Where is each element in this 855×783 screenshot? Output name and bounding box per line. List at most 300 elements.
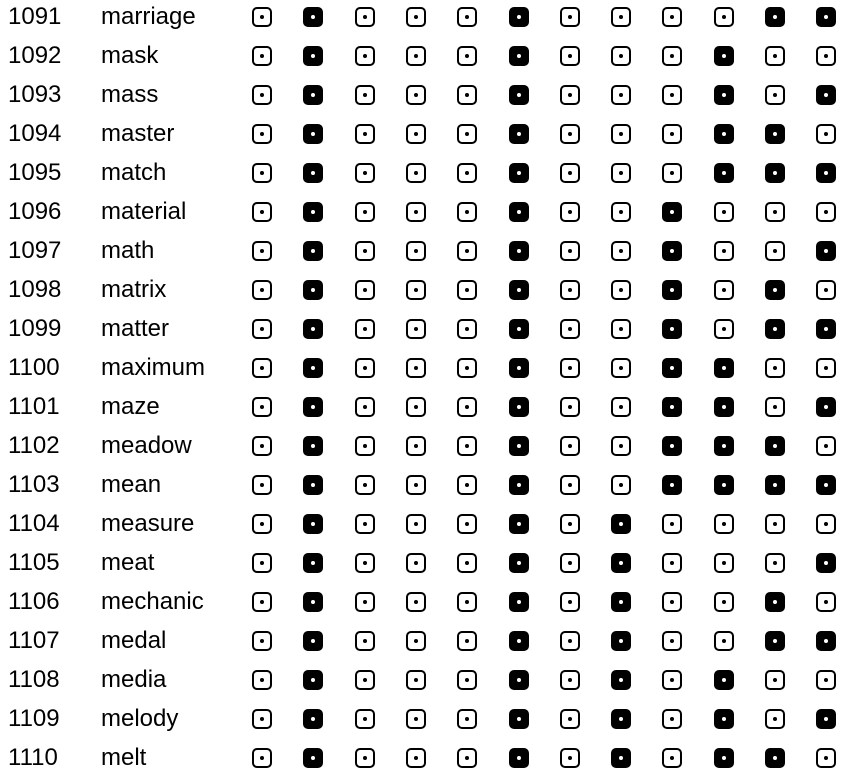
table-row [0, 660, 855, 699]
bit-empty-icon [714, 631, 734, 651]
bit-filled-icon [765, 280, 785, 300]
row-word: melt [101, 744, 147, 771]
bit-filled-icon [611, 631, 631, 651]
bit-empty-icon [560, 358, 580, 378]
bit-empty-icon [611, 241, 631, 261]
bit-empty-icon [611, 358, 631, 378]
bit-filled-icon [611, 748, 631, 768]
bit-empty-icon [355, 397, 375, 417]
bit-empty-icon [457, 475, 477, 495]
bit-empty-icon [560, 748, 580, 768]
bit-filled-icon [816, 709, 836, 729]
bit-empty-icon [406, 85, 426, 105]
bit-filled-icon [303, 748, 323, 768]
row-number: 1110 [8, 744, 58, 771]
bit-empty-icon [560, 631, 580, 651]
row-word: match [101, 159, 167, 186]
bit-filled-icon [714, 475, 734, 495]
bit-filled-icon [509, 553, 529, 573]
bit-filled-icon [303, 280, 323, 300]
row-number: 1096 [8, 198, 62, 225]
bit-filled-icon [765, 631, 785, 651]
row-number: 1095 [8, 159, 62, 186]
bit-empty-icon [714, 514, 734, 534]
bit-empty-icon [355, 163, 375, 183]
bit-filled-icon [303, 397, 323, 417]
bit-empty-icon [457, 553, 477, 573]
row-word: mask [101, 42, 159, 69]
row-number: 1100 [8, 354, 60, 381]
bit-filled-icon [714, 670, 734, 690]
bit-empty-icon [406, 592, 426, 612]
bit-filled-icon [509, 514, 529, 534]
bit-filled-icon [509, 7, 529, 27]
bit-empty-icon [355, 202, 375, 222]
bit-filled-icon [816, 7, 836, 27]
bit-empty-icon [457, 124, 477, 144]
row-number: 1097 [8, 237, 62, 264]
bit-empty-icon [252, 436, 272, 456]
bit-empty-icon [611, 436, 631, 456]
bit-filled-icon [765, 7, 785, 27]
bit-empty-icon [816, 280, 836, 300]
row-word: mass [101, 81, 159, 108]
table-row [0, 114, 855, 153]
bit-filled-icon [509, 241, 529, 261]
bit-empty-icon [560, 514, 580, 534]
bit-empty-icon [355, 670, 375, 690]
bit-empty-icon [457, 163, 477, 183]
bit-empty-icon [662, 670, 682, 690]
bit-empty-icon [406, 514, 426, 534]
bit-empty-icon [252, 241, 272, 261]
table-row [0, 231, 855, 270]
bit-filled-icon [714, 358, 734, 378]
bit-empty-icon [816, 670, 836, 690]
table-row [0, 348, 855, 387]
bit-filled-icon [303, 358, 323, 378]
table-row [0, 465, 855, 504]
bit-empty-icon [355, 475, 375, 495]
bit-empty-icon [406, 631, 426, 651]
bit-filled-icon [509, 670, 529, 690]
bit-filled-icon [816, 631, 836, 651]
bit-empty-icon [560, 670, 580, 690]
bit-empty-icon [457, 85, 477, 105]
row-word: maze [101, 393, 160, 420]
bit-empty-icon [355, 319, 375, 339]
row-number: 1104 [8, 510, 60, 537]
bit-empty-icon [457, 670, 477, 690]
bit-empty-icon [560, 7, 580, 27]
bit-empty-icon [765, 241, 785, 261]
bit-empty-icon [457, 7, 477, 27]
bit-empty-icon [714, 280, 734, 300]
bit-filled-icon [303, 241, 323, 261]
bit-empty-icon [560, 709, 580, 729]
table-row [0, 36, 855, 75]
bit-empty-icon [252, 85, 272, 105]
bit-filled-icon [509, 436, 529, 456]
row-number: 1109 [8, 705, 60, 732]
bit-filled-icon [714, 85, 734, 105]
bit-empty-icon [560, 397, 580, 417]
bit-empty-icon [252, 631, 272, 651]
bit-empty-icon [406, 319, 426, 339]
bit-empty-icon [560, 436, 580, 456]
bit-empty-icon [406, 748, 426, 768]
bit-empty-icon [714, 241, 734, 261]
bit-empty-icon [252, 553, 272, 573]
bit-empty-icon [457, 280, 477, 300]
bit-empty-icon [355, 592, 375, 612]
row-word: marriage [101, 3, 196, 30]
row-word: media [101, 666, 167, 693]
bit-empty-icon [714, 319, 734, 339]
bit-empty-icon [252, 319, 272, 339]
bit-empty-icon [252, 475, 272, 495]
bit-filled-icon [611, 514, 631, 534]
bit-filled-icon [509, 475, 529, 495]
bit-empty-icon [457, 358, 477, 378]
bit-empty-icon [252, 202, 272, 222]
bit-empty-icon [714, 553, 734, 573]
bit-empty-icon [662, 85, 682, 105]
bit-empty-icon [560, 553, 580, 573]
bit-empty-icon [765, 85, 785, 105]
bit-empty-icon [252, 709, 272, 729]
bit-filled-icon [662, 475, 682, 495]
row-word: master [101, 120, 175, 147]
table-row [0, 270, 855, 309]
row-number: 1101 [8, 393, 60, 420]
table-row [0, 153, 855, 192]
bit-filled-icon [765, 319, 785, 339]
bit-filled-icon [816, 319, 836, 339]
bit-filled-icon [714, 709, 734, 729]
bit-filled-icon [662, 397, 682, 417]
bit-filled-icon [303, 553, 323, 573]
row-number: 1105 [8, 549, 60, 576]
row-number: 1108 [8, 666, 60, 693]
bit-empty-icon [355, 748, 375, 768]
row-word: material [101, 198, 187, 225]
bit-empty-icon [662, 553, 682, 573]
bit-filled-icon [509, 709, 529, 729]
bit-filled-icon [662, 358, 682, 378]
bit-empty-icon [611, 319, 631, 339]
bit-empty-icon [406, 475, 426, 495]
table-row [0, 504, 855, 543]
row-word: melody [101, 705, 179, 732]
bit-filled-icon [509, 592, 529, 612]
bit-empty-icon [560, 163, 580, 183]
bit-empty-icon [611, 280, 631, 300]
bit-empty-icon [252, 280, 272, 300]
bit-filled-icon [714, 397, 734, 417]
bit-empty-icon [406, 124, 426, 144]
bit-empty-icon [560, 202, 580, 222]
row-word: maximum [101, 354, 206, 381]
row-number: 1102 [8, 432, 60, 459]
bit-filled-icon [662, 241, 682, 261]
bit-filled-icon [303, 592, 323, 612]
bit-empty-icon [714, 202, 734, 222]
bit-empty-icon [611, 202, 631, 222]
bit-empty-icon [355, 280, 375, 300]
bit-empty-icon [560, 124, 580, 144]
bit-filled-icon [765, 124, 785, 144]
bit-filled-icon [303, 202, 323, 222]
bit-filled-icon [509, 202, 529, 222]
bit-empty-icon [765, 397, 785, 417]
bit-empty-icon [816, 124, 836, 144]
row-word: mean [101, 471, 162, 498]
bit-empty-icon [765, 46, 785, 66]
bit-filled-icon [816, 85, 836, 105]
bit-filled-icon [303, 514, 323, 534]
bit-empty-icon [560, 241, 580, 261]
bit-empty-icon [816, 46, 836, 66]
bit-filled-icon [509, 319, 529, 339]
bit-empty-icon [765, 670, 785, 690]
bit-empty-icon [560, 319, 580, 339]
table-row [0, 387, 855, 426]
bit-filled-icon [765, 475, 785, 495]
table-row [0, 543, 855, 582]
bit-empty-icon [662, 592, 682, 612]
table-row [0, 699, 855, 738]
bit-filled-icon [509, 46, 529, 66]
bit-empty-icon [457, 397, 477, 417]
bit-empty-icon [355, 436, 375, 456]
bit-filled-icon [509, 358, 529, 378]
row-number: 1107 [8, 627, 60, 654]
row-word: medal [101, 627, 167, 654]
row-number: 1099 [8, 315, 62, 342]
bit-empty-icon [406, 202, 426, 222]
bit-empty-icon [560, 280, 580, 300]
bit-empty-icon [252, 124, 272, 144]
bit-filled-icon [509, 280, 529, 300]
bit-empty-icon [611, 475, 631, 495]
bit-filled-icon [611, 592, 631, 612]
table-row [0, 582, 855, 621]
bit-empty-icon [355, 358, 375, 378]
bit-filled-icon [765, 748, 785, 768]
bit-empty-icon [406, 397, 426, 417]
bit-filled-icon [303, 631, 323, 651]
bit-empty-icon [611, 7, 631, 27]
bit-empty-icon [816, 202, 836, 222]
bit-empty-icon [765, 358, 785, 378]
bit-empty-icon [816, 514, 836, 534]
bit-empty-icon [457, 748, 477, 768]
bit-empty-icon [765, 553, 785, 573]
bit-empty-icon [355, 241, 375, 261]
bit-filled-icon [816, 553, 836, 573]
bit-empty-icon [406, 553, 426, 573]
row-number: 1106 [8, 588, 60, 615]
bit-empty-icon [406, 241, 426, 261]
bit-filled-icon [662, 319, 682, 339]
bit-empty-icon [611, 124, 631, 144]
bit-filled-icon [765, 592, 785, 612]
bit-empty-icon [252, 7, 272, 27]
bit-empty-icon [662, 514, 682, 534]
bit-empty-icon [406, 436, 426, 456]
table-row [0, 75, 855, 114]
bit-filled-icon [509, 748, 529, 768]
bit-filled-icon [714, 748, 734, 768]
bit-filled-icon [303, 670, 323, 690]
bit-filled-icon [303, 319, 323, 339]
bit-empty-icon [406, 280, 426, 300]
bit-filled-icon [509, 124, 529, 144]
bit-empty-icon [355, 631, 375, 651]
bit-filled-icon [303, 475, 323, 495]
bit-empty-icon [560, 475, 580, 495]
bit-empty-icon [662, 7, 682, 27]
bit-filled-icon [303, 46, 323, 66]
bit-filled-icon [303, 709, 323, 729]
bit-empty-icon [662, 748, 682, 768]
bit-filled-icon [816, 163, 836, 183]
bit-empty-icon [252, 46, 272, 66]
bit-empty-icon [457, 709, 477, 729]
row-number: 1103 [8, 471, 60, 498]
bit-filled-icon [303, 436, 323, 456]
bit-empty-icon [765, 202, 785, 222]
bit-empty-icon [355, 514, 375, 534]
bit-empty-icon [252, 514, 272, 534]
bit-empty-icon [457, 202, 477, 222]
row-word: matrix [101, 276, 167, 303]
bit-empty-icon [560, 46, 580, 66]
table-row [0, 309, 855, 348]
bit-empty-icon [406, 709, 426, 729]
table-row [0, 192, 855, 231]
bit-empty-icon [714, 7, 734, 27]
bit-empty-icon [662, 163, 682, 183]
row-number: 1094 [8, 120, 62, 147]
bit-empty-icon [457, 631, 477, 651]
bit-filled-icon [303, 7, 323, 27]
bit-empty-icon [355, 553, 375, 573]
bit-empty-icon [560, 592, 580, 612]
bit-filled-icon [509, 397, 529, 417]
bit-empty-icon [816, 748, 836, 768]
bit-empty-icon [406, 7, 426, 27]
row-word: matter [101, 315, 170, 342]
bit-empty-icon [662, 709, 682, 729]
bit-empty-icon [457, 319, 477, 339]
bit-filled-icon [765, 436, 785, 456]
row-number: 1091 [8, 3, 62, 30]
bit-empty-icon [252, 163, 272, 183]
bit-empty-icon [765, 709, 785, 729]
bit-empty-icon [611, 397, 631, 417]
bit-empty-icon [252, 748, 272, 768]
row-word: math [101, 237, 155, 264]
bit-empty-icon [406, 670, 426, 690]
row-number: 1093 [8, 81, 62, 108]
bit-empty-icon [355, 46, 375, 66]
bit-empty-icon [406, 358, 426, 378]
bit-filled-icon [816, 475, 836, 495]
bit-empty-icon [252, 397, 272, 417]
row-word: meadow [101, 432, 192, 459]
bit-filled-icon [509, 163, 529, 183]
bit-empty-icon [765, 514, 785, 534]
row-number: 1092 [8, 42, 62, 69]
bit-empty-icon [457, 241, 477, 261]
table-row [0, 621, 855, 660]
bit-empty-icon [662, 124, 682, 144]
bit-empty-icon [662, 46, 682, 66]
bit-filled-icon [611, 709, 631, 729]
bit-empty-icon [252, 358, 272, 378]
table-row [0, 426, 855, 465]
bit-filled-icon [662, 436, 682, 456]
bit-filled-icon [611, 670, 631, 690]
bit-filled-icon [714, 46, 734, 66]
bit-empty-icon [457, 436, 477, 456]
bit-empty-icon [816, 592, 836, 612]
table-row [0, 738, 855, 777]
bit-empty-icon [355, 85, 375, 105]
bit-filled-icon [816, 397, 836, 417]
bit-filled-icon [714, 124, 734, 144]
bit-empty-icon [714, 592, 734, 612]
bit-empty-icon [816, 358, 836, 378]
row-number: 1098 [8, 276, 62, 303]
bit-filled-icon [662, 202, 682, 222]
bit-empty-icon [252, 592, 272, 612]
bit-empty-icon [611, 85, 631, 105]
row-word: meat [101, 549, 155, 576]
bit-empty-icon [611, 46, 631, 66]
table-row [0, 0, 855, 36]
bit-filled-icon [303, 85, 323, 105]
bit-empty-icon [406, 163, 426, 183]
bit-filled-icon [816, 241, 836, 261]
bit-empty-icon [355, 124, 375, 144]
bit-empty-icon [816, 436, 836, 456]
row-word: measure [101, 510, 195, 537]
bit-filled-icon [765, 163, 785, 183]
bit-empty-icon [457, 46, 477, 66]
bit-empty-icon [457, 514, 477, 534]
bit-filled-icon [509, 85, 529, 105]
bit-filled-icon [662, 280, 682, 300]
bit-empty-icon [252, 670, 272, 690]
bit-filled-icon [303, 163, 323, 183]
bit-empty-icon [611, 163, 631, 183]
bit-empty-icon [560, 85, 580, 105]
bit-filled-icon [611, 553, 631, 573]
row-word: mechanic [101, 588, 204, 615]
bit-filled-icon [714, 163, 734, 183]
bit-filled-icon [714, 436, 734, 456]
bit-empty-icon [355, 709, 375, 729]
bit-empty-icon [457, 592, 477, 612]
bit-filled-icon [303, 124, 323, 144]
bit-empty-icon [406, 46, 426, 66]
bit-filled-icon [509, 631, 529, 651]
bit-empty-icon [662, 631, 682, 651]
bit-empty-icon [355, 7, 375, 27]
